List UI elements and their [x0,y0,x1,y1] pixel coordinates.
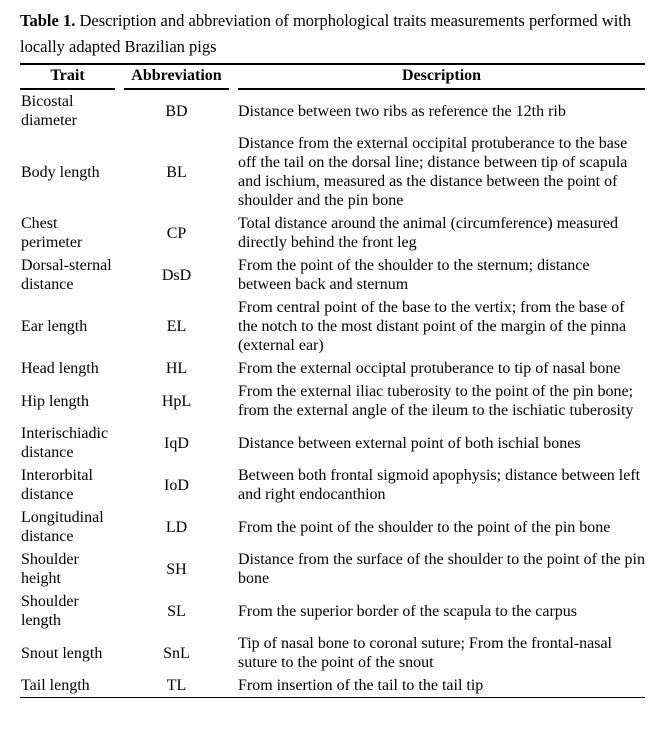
table-row [20,506,645,548]
column-gap [229,212,238,254]
table-row [20,296,645,357]
trait-cell: Chest perimeter [21,215,83,251]
column-gap [115,64,124,89]
column-gap [115,132,124,212]
table-row [20,89,645,132]
description-cell: From the point of the shoulder to the point of the pin bone [238,518,611,536]
column-gap [115,632,124,674]
trait-cell: Body length [21,163,100,181]
description-cell: Tip of nasal bone to coronal suture; From the frontal-nasal suture to the point of the snout [238,635,612,671]
table-row [20,254,645,296]
abbreviation-cell: LD [165,518,188,536]
trait-cell: Head length [21,360,99,377]
column-gap [229,548,238,590]
column-gap [229,422,238,464]
abbreviation-cell: CP [166,224,187,242]
abbreviation-cell: IoD [164,476,189,494]
column-gap [229,254,238,296]
table-row [20,212,645,254]
abbreviation-cell: TL [166,677,187,694]
column-gap [115,89,124,132]
abbreviation-cell: HL [165,360,188,377]
table-row [20,674,645,698]
column-gap [229,674,238,698]
abbreviation-cell: EL [166,318,187,335]
table-header [20,64,645,89]
trait-cell: Shoulder length [21,593,79,629]
table-caption-text: Description and abbreviation of morphological traits measurements performed with locally adapted Brazilian pigs [20,11,632,56]
abbreviation-cell: DsD [161,266,192,284]
trait-cell: Tail length [21,677,90,694]
column-gap [229,132,238,212]
description-cell: From insertion of the tail to the tail tip [238,677,484,694]
trait-cell: Snout length [21,644,103,662]
column-gap [115,254,124,296]
column-gap [115,464,124,506]
table-caption-label: Table 1. [20,11,76,30]
trait-cell: Interorbital distance [21,467,93,503]
table-row [20,632,645,674]
column-header-abbreviation: Abbreviation [124,64,229,89]
table-row [20,380,645,422]
column-gap [115,380,124,422]
trait-cell: Hip length [21,392,89,410]
table-row [20,590,645,632]
column-gap [229,357,238,380]
description-cell: Distance between external point of both ischial bones [238,434,581,452]
column-header-trait: Trait [20,64,115,89]
trait-cell: Interischiadic distance [21,425,109,461]
column-gap [229,380,238,422]
table-header-row [20,64,645,89]
column-gap [229,464,238,506]
table-row [20,548,645,590]
abbreviation-cell: BL [166,163,187,181]
column-header-description: Description [238,64,645,89]
description-cell: Total distance around the animal (circumference) measured directly behind the front leg [238,215,619,251]
column-gap [115,296,124,357]
description-cell: From the superior border of the scapula to the carpus [238,602,578,620]
description-cell: Distance between two ribs as reference the 12th rib [238,102,566,120]
table-row [20,464,645,506]
trait-cell: Dorsal-sternal distance [21,257,112,293]
description-cell: From central point of the base to the vertix; from the base of the notch to the most distant point of the margin of the pinna (external ear) [238,299,627,354]
table-body [20,89,645,698]
column-gap [229,296,238,357]
column-gap [229,89,238,132]
column-gap [229,64,238,89]
column-gap [229,506,238,548]
column-gap [115,422,124,464]
trait-cell: Bicostal diameter [21,93,77,129]
abbreviation-cell: SL [167,602,186,620]
morphological-traits-table [20,63,645,698]
table-row [20,132,645,212]
description-cell: From the external iliac tuberosity to the point of the pin bone; from the external angle of the ileum to the ischiatic tuberosity [238,383,634,419]
column-gap [229,590,238,632]
column-gap [115,674,124,698]
column-gap [115,357,124,380]
table-row [20,357,645,380]
description-cell: From the point of the shoulder to the sternum; distance between back and sternum [238,257,590,293]
table-row [20,422,645,464]
column-gap [115,548,124,590]
description-cell: Distance from the external occipital protuberance to the base off the tail on the dorsal line; distance between tip of scapula and ischium, measured as the distance between the point of shoulder and the pin bone [238,135,628,209]
description-cell: Distance from the surface of the shoulder to the point of the pin bone [238,551,645,587]
column-gap [115,506,124,548]
trait-cell: Ear length [21,318,88,335]
description-cell: Between both frontal sigmoid apophysis; distance between left and right endocanthion [238,467,641,503]
column-gap [115,212,124,254]
column-gap [229,632,238,674]
description-cell: From the external occiptal protuberance to tip of nasal bone [238,360,621,377]
table-caption [20,8,645,60]
column-gap [115,590,124,632]
trait-cell: Longitudinal distance [21,509,104,545]
abbreviation-cell: HpL [161,392,192,410]
abbreviation-cell: SnL [163,644,190,662]
trait-cell: Shoulder height [21,551,79,587]
abbreviation-cell: IqD [164,434,189,452]
abbreviation-cell: SH [166,560,187,578]
abbreviation-cell: BD [165,102,188,120]
